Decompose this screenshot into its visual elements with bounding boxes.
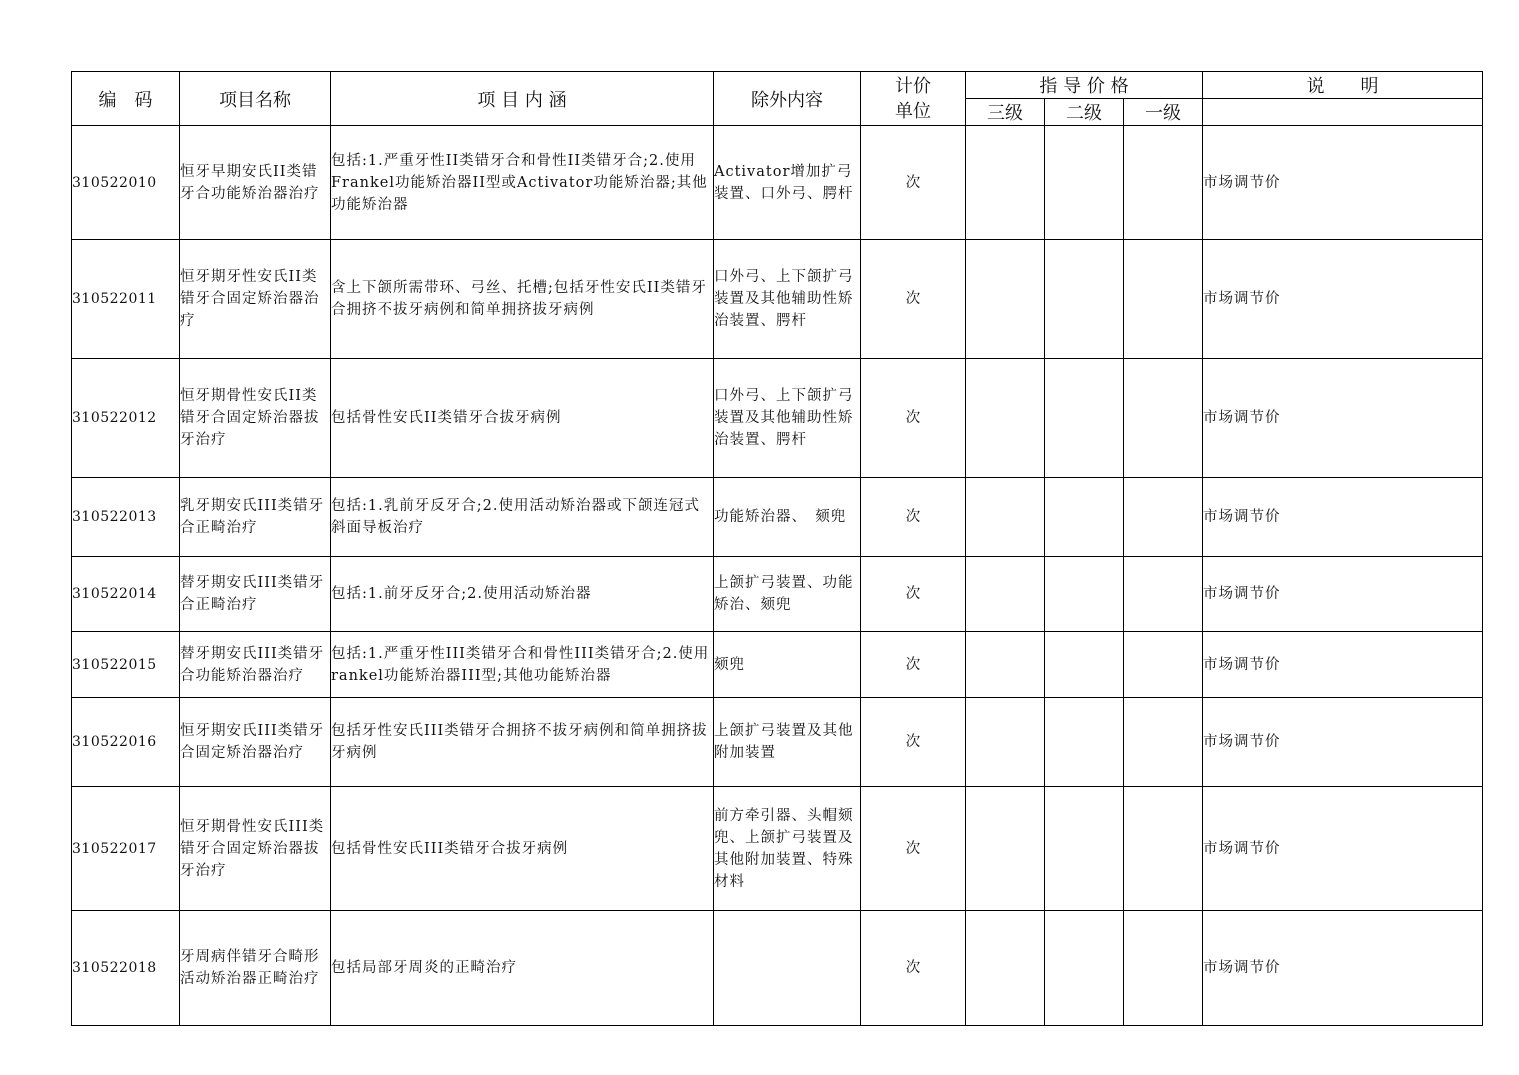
- level2-price-cell: [1045, 557, 1124, 632]
- exclude-cell: 口外弓、上下颌扩弓装置及其他辅助性矫治装置、腭杆: [714, 359, 861, 478]
- level1-price-cell: [1124, 359, 1203, 478]
- name-cell: 替牙期安氏III类错牙合功能矫治器治疗: [180, 632, 331, 698]
- level1-price-cell: [1124, 632, 1203, 698]
- code-cell: 310522016: [72, 698, 180, 787]
- name-cell: 牙周病伴错牙合畸形活动矫治器正畸治疗: [180, 911, 331, 1026]
- header-exclude: 除外内容: [714, 72, 861, 126]
- unit-cell: 次: [861, 478, 966, 557]
- note-cell: 市场调节价: [1203, 698, 1483, 787]
- level1-price-cell: [1124, 126, 1203, 240]
- code-cell: 310522011: [72, 240, 180, 359]
- level3-price-cell: [966, 478, 1045, 557]
- code-cell: 310522014: [72, 557, 180, 632]
- level3-price-cell: [966, 359, 1045, 478]
- header-level2: 二级: [1045, 99, 1124, 126]
- level3-price-cell: [966, 632, 1045, 698]
- level1-price-cell: [1124, 787, 1203, 911]
- level1-price-cell: [1124, 698, 1203, 787]
- unit-cell: 次: [861, 698, 966, 787]
- header-unit-text: 计价单位: [895, 75, 931, 122]
- exclude-cell: 功能矫治器、 颏兜: [714, 478, 861, 557]
- name-cell: 恒牙期骨性安氏II类错牙合固定矫治器拔牙治疗: [180, 359, 331, 478]
- exclude-cell: 上颌扩弓装置、功能矫治、颏兜: [714, 557, 861, 632]
- content-cell: 包括:1.乳前牙反牙合;2.使用活动矫治器或下颌连冠式斜面导板治疗: [331, 478, 714, 557]
- table-row: [72, 126, 1483, 240]
- unit-cell: 次: [861, 126, 966, 240]
- note-cell: 市场调节价: [1203, 126, 1483, 240]
- level2-price-cell: [1045, 787, 1124, 911]
- code-cell: 310522013: [72, 478, 180, 557]
- note-cell: 市场调节价: [1203, 359, 1483, 478]
- header-unit: [861, 72, 966, 126]
- table-row: [72, 698, 1483, 787]
- level1-price-cell: [1124, 557, 1203, 632]
- level2-price-cell: [1045, 240, 1124, 359]
- table-row: [72, 911, 1483, 1026]
- content-cell: 包括骨性安氏III类错牙合拔牙病例: [331, 787, 714, 911]
- exclude-cell: 颏兜: [714, 632, 861, 698]
- table-row: [72, 632, 1483, 698]
- content-cell: 包括:1.前牙反牙合;2.使用活动矫治器: [331, 557, 714, 632]
- unit-cell: 次: [861, 632, 966, 698]
- header-level1: 一级: [1124, 99, 1203, 126]
- unit-cell: 次: [861, 240, 966, 359]
- content-cell: 包括牙性安氏III类错牙合拥挤不拔牙病例和简单拥挤拔牙病例: [331, 698, 714, 787]
- price-table: [71, 71, 1483, 1026]
- exclude-cell: 上颌扩弓装置及其他附加装置: [714, 698, 861, 787]
- note-cell: 市场调节价: [1203, 632, 1483, 698]
- exclude-cell: 口外弓、上下颌扩弓装置及其他辅助性矫治装置、腭杆: [714, 240, 861, 359]
- unit-cell: 次: [861, 359, 966, 478]
- level2-price-cell: [1045, 632, 1124, 698]
- level1-price-cell: [1124, 478, 1203, 557]
- level2-price-cell: [1045, 126, 1124, 240]
- note-cell: 市场调节价: [1203, 557, 1483, 632]
- name-cell: 恒牙期安氏III类错牙合固定矫治器治疗: [180, 698, 331, 787]
- unit-cell: 次: [861, 787, 966, 911]
- note-cell: 市场调节价: [1203, 478, 1483, 557]
- code-cell: 310522012: [72, 359, 180, 478]
- level3-price-cell: [966, 787, 1045, 911]
- content-cell: 包括:1.严重牙性III类错牙合和骨性III类错牙合;2.使用rankel功能矫治器III型;其他功能矫治器: [331, 632, 714, 698]
- level2-price-cell: [1045, 359, 1124, 478]
- level1-price-cell: [1124, 240, 1203, 359]
- level2-price-cell: [1045, 478, 1124, 557]
- code-cell: 310522010: [72, 126, 180, 240]
- exclude-cell: 前方牵引器、头帽颏兜、上颌扩弓装置及其他附加装置、特殊材料: [714, 787, 861, 911]
- note-cell: 市场调节价: [1203, 911, 1483, 1026]
- name-cell: 恒牙期骨性安氏III类错牙合固定矫治器拔牙治疗: [180, 787, 331, 911]
- level2-price-cell: [1045, 911, 1124, 1026]
- header-note-blank: [1203, 99, 1483, 126]
- content-cell: 含上下颌所需带环、弓丝、托槽;包括牙性安氏II类错牙合拥挤不拔牙病例和简单拥挤拔牙病例: [331, 240, 714, 359]
- exclude-cell: [714, 911, 861, 1026]
- note-cell: 市场调节价: [1203, 240, 1483, 359]
- name-cell: 替牙期安氏III类错牙合正畸治疗: [180, 557, 331, 632]
- content-cell: 包括局部牙周炎的正畸治疗: [331, 911, 714, 1026]
- unit-cell: 次: [861, 911, 966, 1026]
- name-cell: 恒牙期牙性安氏II类错牙合固定矫治器治疗: [180, 240, 331, 359]
- table-row: [72, 240, 1483, 359]
- header-note: 说 明: [1203, 72, 1483, 99]
- header-code: 编 码: [72, 72, 180, 126]
- code-cell: 310522018: [72, 911, 180, 1026]
- note-cell: 市场调节价: [1203, 787, 1483, 911]
- table-row: [72, 478, 1483, 557]
- code-cell: 310522015: [72, 632, 180, 698]
- unit-cell: 次: [861, 557, 966, 632]
- level3-price-cell: [966, 698, 1045, 787]
- level2-price-cell: [1045, 698, 1124, 787]
- table-row: [72, 557, 1483, 632]
- header-guide-price: 指 导 价 格: [966, 72, 1203, 99]
- level3-price-cell: [966, 240, 1045, 359]
- level1-price-cell: [1124, 911, 1203, 1026]
- header-level3: 三级: [966, 99, 1045, 126]
- content-cell: 包括骨性安氏II类错牙合拔牙病例: [331, 359, 714, 478]
- level3-price-cell: [966, 557, 1045, 632]
- level3-price-cell: [966, 911, 1045, 1026]
- header-name: 项目名称: [180, 72, 331, 126]
- table-row: [72, 787, 1483, 911]
- header-content: 项 目 内 涵: [331, 72, 714, 126]
- table-row: [72, 359, 1483, 478]
- exclude-cell: Activator增加扩弓装置、口外弓、腭杆: [714, 126, 861, 240]
- name-cell: 恒牙早期安氏II类错牙合功能矫治器治疗: [180, 126, 331, 240]
- code-cell: 310522017: [72, 787, 180, 911]
- name-cell: 乳牙期安氏III类错牙合正畸治疗: [180, 478, 331, 557]
- level3-price-cell: [966, 126, 1045, 240]
- content-cell: 包括:1.严重牙性II类错牙合和骨性II类错牙合;2.使用Frankel功能矫治器II型或Activator功能矫治器;其他功能矫治器: [331, 126, 714, 240]
